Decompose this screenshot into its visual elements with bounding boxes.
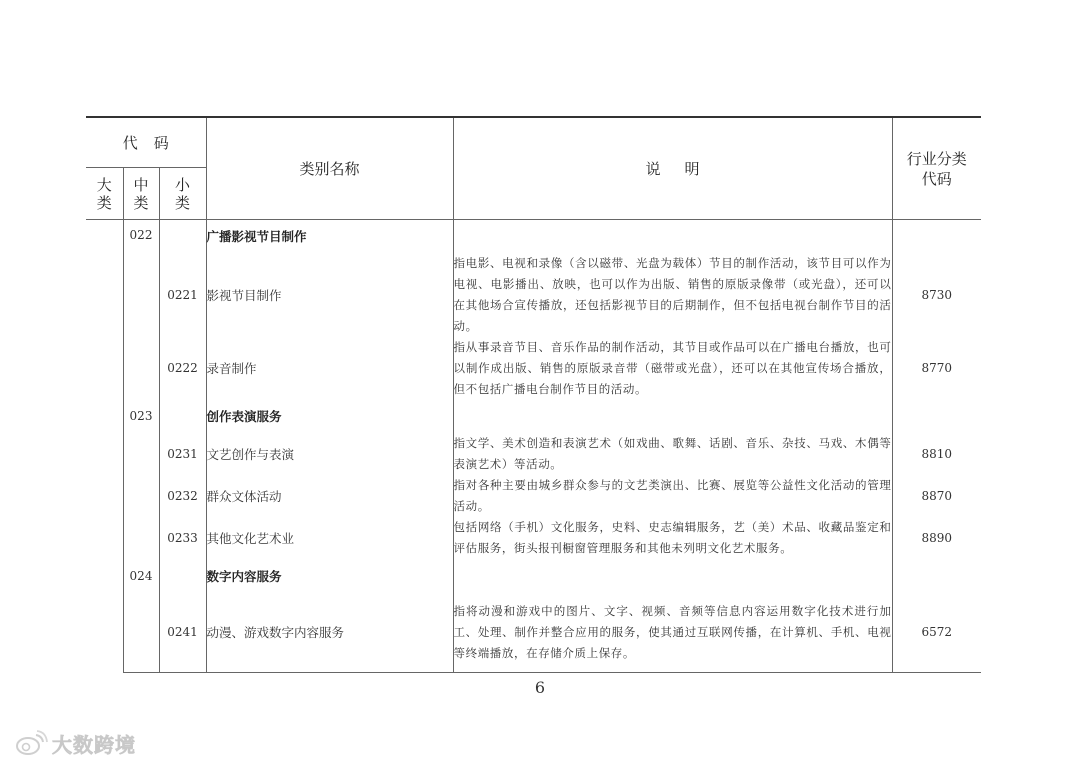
category-name: 群众文体活动: [206, 475, 453, 517]
header-minor: 小 类: [159, 168, 206, 220]
table-row: [86, 593, 981, 673]
category-name: 文艺创作与表演: [206, 433, 453, 475]
medium-code: 022: [123, 220, 159, 253]
major-column-cell: [86, 220, 123, 673]
header-category-name: 类别名称: [206, 117, 453, 220]
description: 指文学、美术创造和表演艺术（如戏曲、歌舞、话剧、音乐、杂技、马戏、木偶等表演艺术）等活动。: [453, 433, 892, 475]
table-row: [86, 253, 981, 337]
minor-code: 0232: [159, 475, 206, 517]
category-name: 其他文化艺术业: [206, 517, 453, 559]
header-medium: 中 类: [123, 168, 159, 220]
minor-code: 0241: [159, 593, 206, 673]
minor-code: 0221: [159, 253, 206, 337]
table-row: [86, 517, 981, 559]
header-industry-code-label: 行业分类 代码: [906, 149, 967, 188]
table-row-group: [86, 559, 981, 593]
category-name: 录音制作: [206, 337, 453, 400]
industry-code: 8770: [921, 361, 953, 375]
table-row-group: [86, 220, 981, 253]
industry-code: 8870: [921, 488, 953, 503]
category-name: 影视节目制作: [206, 253, 453, 337]
header-description: 说明: [453, 117, 892, 220]
header-code: 代码: [86, 117, 206, 168]
description: 包括网络（手机）文化服务，史料、史志编辑服务，艺（美）术品、收藏品鉴定和评估服务，街头报刊橱窗管理服务和其他未列明文化艺术服务。: [453, 517, 892, 559]
header-major: 大 类: [86, 168, 123, 220]
watermark: [14, 726, 136, 760]
description-cell: [453, 220, 892, 253]
table-row: [86, 433, 981, 475]
medium-code: 024: [123, 559, 159, 593]
minor-code: [159, 220, 206, 253]
minor-code: 0222: [159, 337, 206, 400]
industry-code: [892, 220, 981, 253]
header-industry-code: [892, 117, 981, 220]
description: 指从事录音节目、音乐作品的制作活动，其节目或作品可以在广播电台播放，也可以制作成出版、销售的原版录音带（磁带或光盘），还可以在其他宣传场合播放，但不包括广播电台制作节目的活动。: [453, 337, 892, 400]
table-row: [86, 475, 981, 517]
description: 指将动漫和游戏中的图片、文字、视频、音频等信息内容运用数字化技术进行加工、处理、制作并整合应用的服务，使其通过互联网传播，在计算机、手机、电视等终端播放，在存储介质上保存。: [453, 593, 892, 673]
watermark-text: 大数跨境: [52, 732, 136, 757]
classification-table: [86, 116, 981, 673]
minor-code: 0231: [159, 433, 206, 475]
category-name: 创作表演服务: [206, 400, 453, 433]
minor-code: 0233: [159, 517, 206, 559]
table-row: [86, 337, 981, 400]
weibo-logo-icon: [14, 729, 48, 757]
table-row-group: [86, 400, 981, 433]
medium-code: 023: [123, 400, 159, 433]
industry-code: 6572: [892, 593, 981, 673]
category-name: 广播影视节目制作: [206, 220, 453, 253]
category-name: 动漫、游戏数字内容服务: [206, 593, 453, 673]
page-number: 6: [534, 678, 546, 697]
description: 指对各种主要由城乡群众参与的文艺类演出、比赛、展览等公益性文化活动的管理活动。: [453, 475, 892, 517]
industry-code: 8730: [921, 287, 953, 302]
industry-code: 8810: [921, 446, 953, 461]
industry-code: 8890: [921, 530, 953, 545]
description: 指电影、电视和录像（含以磁带、光盘为载体）节目的制作活动，该节目可以作为电视、电影播出、放映，也可以作为出版、销售的原版录像带（或光盘），还可以在其他场合宣传播放，还包括影视节目的后期制作，但不包括电视台制作节目的活动。: [453, 253, 892, 337]
category-name: 数字内容服务: [206, 559, 453, 593]
